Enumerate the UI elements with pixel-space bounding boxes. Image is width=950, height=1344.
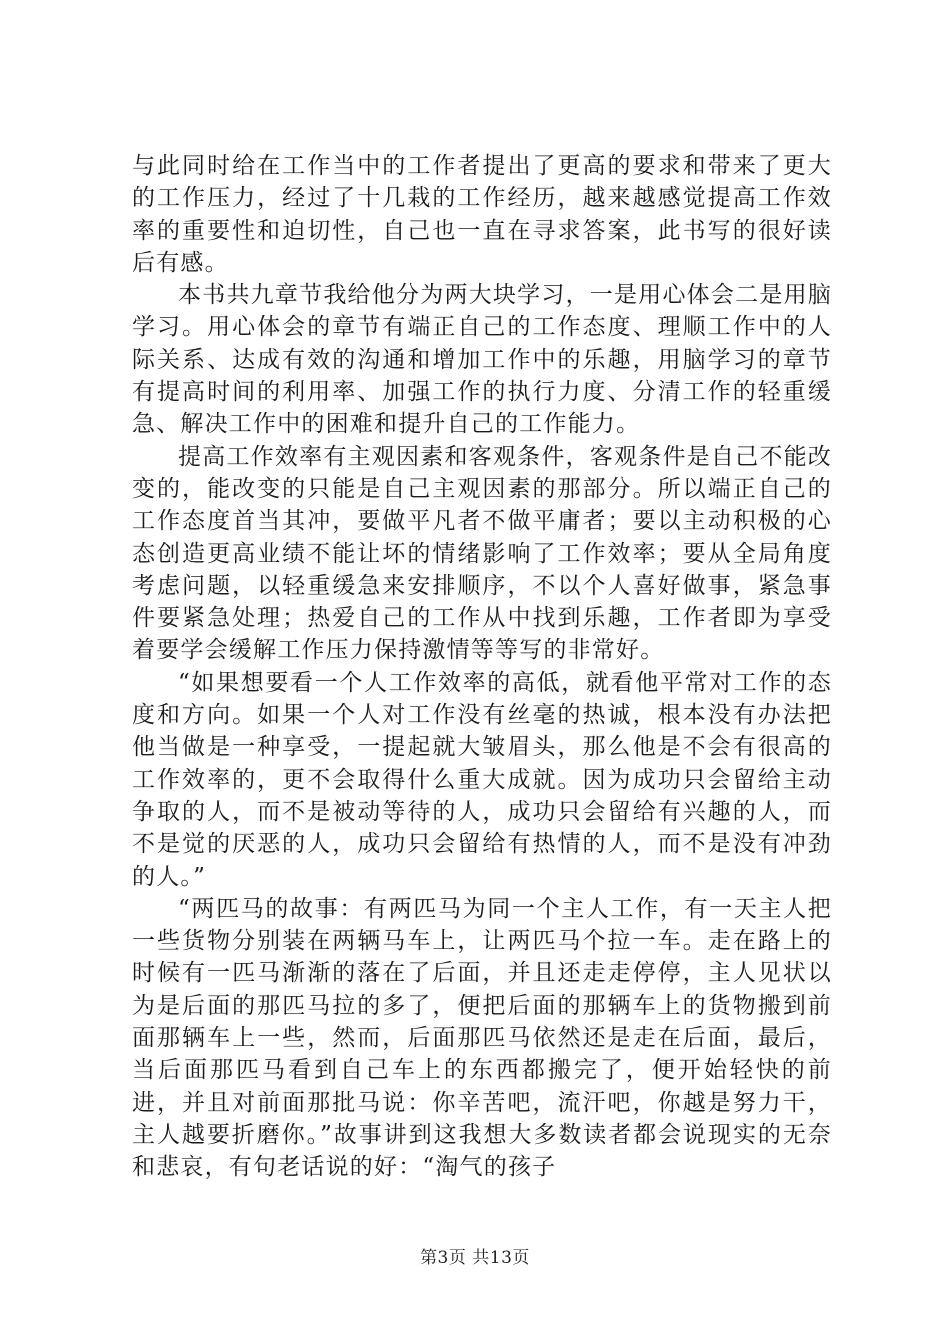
paragraph-5-story: “两匹马的故事：有两匹马为同一个主人工作，有一天主人把一些货物分别装在两辆马车上，让两匹马个拉一车。走在路上的时候有一匹马渐渐的落在了后面，并且还走走停停，主人见状以为是后面的那匹马拉的多了，便把后面的那辆车上的货物搬到前面那辆车上一些，然而，后面那匹马依然还是走在后面，最后，当后面那匹马看到自己车上的东西都搬完了，便开始轻快的前进，并且对前面那批马说：你辛苦吧，流汗吧，你越是努力干，主人越要折磨你。”故事讲到这我想大多数读者都会说现实的无奈和悲哀，有句老话说的好：“淘气的孩子	[132, 895, 832, 1181]
document-body	[132, 150, 832, 1184]
paragraph-3: 提高工作效率有主观因素和客观条件，客观条件是自己不能改变的，能改变的只能是自己主观因素的那部分。所以端正自己的工作态度首当其冲，要做平凡者不做平庸者；要以主动积极的心态创造更高业绩不能让坏的情绪影响了工作效率；要从全局角度考虑问题，以轻重缓急来安排顺序，不以个人喜好做事，紧急事件要紧急处理；热爱自己的工作从中找到乐趣，工作者即为享受着要学会缓解工作压力保持激情等等写的非常好。	[132, 443, 832, 664]
paragraph-2: 本书共九章节我给他分为两大块学习，一是用心体会二是用脑学习。用心体会的章节有端正自己的工作态度、理顺工作中的人际关系、达成有效的沟通和增加工作中的乐趣，用脑学习的章节有提高时间的利用率、加强工作的执行力度、分清工作的轻重缓急、解决工作中的困难和提升自己的工作能力。	[132, 282, 832, 438]
paragraph-1: 与此同时给在工作当中的工作者提出了更高的要求和带来了更大的工作压力，经过了十几栽的工作经历，越来越感觉提高工作效率的重要性和迫切性，自己也一直在寻求答案，此书写的很好读后有感。	[132, 153, 832, 276]
page-number-footer: 第3页 共13页	[420, 1248, 530, 1268]
paragraph-4-quote: “如果想要看一个人工作效率的高低，就看他平常对工作的态度和方向。如果一个人对工作没有丝毫的热诚，根本没有办法把他当做是一种享受，一提起就大皱眉头，那么他是不会有很高的工作效率的，更不会取得什么重大成就。因为成功只会留给主动争取的人，而不是被动等待的人，成功只会留给有兴趣的人，而不是觉的厌恶的人，成功只会留给有热情的人，而不是没有冲劲的人。”	[132, 669, 832, 890]
